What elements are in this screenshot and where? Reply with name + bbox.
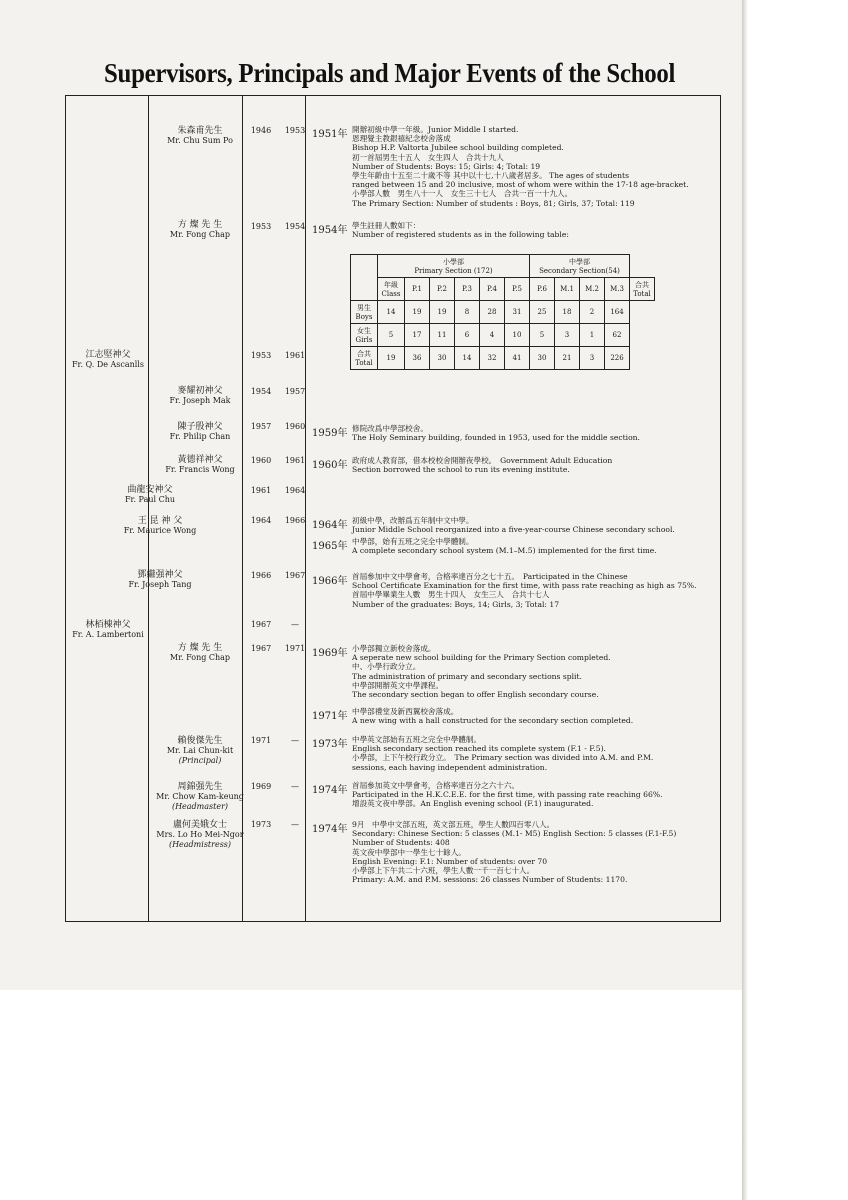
event-year: 1951年 xyxy=(312,129,348,140)
table-cell: 5 xyxy=(378,324,405,347)
event-line: Junior Middle School reorganized into a five-year-course Chinese secondary school. xyxy=(352,525,675,535)
event-line: 小學部獨立新校舍落成。 xyxy=(352,644,436,653)
event-year: 1954年 xyxy=(312,225,348,236)
table-col-header: P.6 xyxy=(530,278,555,301)
event-line: 學生年齡由十五至二十歲不等 其中以十七,十八歲者居多。 The ages of students xyxy=(352,171,629,181)
table-cell: 10 xyxy=(505,324,530,347)
person-6-start: 1960 xyxy=(250,456,272,465)
event-line: ranged between 15 and 20 inclusive, most of whom were within the 17-18 age-bracket. xyxy=(352,180,689,190)
event-line: 初一首屆男生十五人 女生四人 合共十九人 xyxy=(352,152,504,162)
table-cell: 62 xyxy=(605,324,630,347)
table-cell: 6 xyxy=(455,324,480,347)
table-cell: 8 xyxy=(455,301,480,324)
table-cell: 41 xyxy=(505,347,530,370)
table-col-header: P.3 xyxy=(455,278,480,301)
table-cell: 18 xyxy=(555,301,580,324)
table-cell: 14 xyxy=(455,347,480,370)
event-line: Number of the graduates: Boys, 14; Girls, 3; Total: 17 xyxy=(352,599,560,609)
table-corner xyxy=(351,255,378,301)
event-line: A new wing with a hall constructed for the secondary section completed. xyxy=(352,716,634,726)
person-7: 曲龍安神父 Fr. Paul Chu xyxy=(124,485,176,504)
event-line: 中、小學行政分立。 xyxy=(352,662,421,672)
event-line: 小學部人數 男生八十一人 女生三十七人 合共一百一十九人。 xyxy=(352,189,573,199)
event-line: Number of registered students as in the following table: xyxy=(352,230,569,240)
table-cell: 19 xyxy=(378,347,405,370)
person-7-start: 1961 xyxy=(250,486,272,495)
event-line: 學生註冊人數如下： xyxy=(352,221,421,230)
page-edge xyxy=(742,0,748,1200)
column-divider-supervisors xyxy=(148,95,149,922)
table-cell: 25 xyxy=(530,301,555,324)
table-col-header: P.1 xyxy=(405,278,430,301)
event-line: A complete secondary school system (M.1–M.5) implemented for the first time. xyxy=(352,546,657,556)
person-12: 賴俊傑先生 Mr. Lai Chun-kit (Principal) xyxy=(166,736,234,765)
event-year: 1974年 xyxy=(312,824,348,835)
person-5-start: 1957 xyxy=(250,422,272,431)
table-row xyxy=(351,324,655,347)
table-cell: 3 xyxy=(555,324,580,347)
table-cell: 30 xyxy=(430,347,455,370)
person-2-end: 1954 xyxy=(284,222,306,231)
person-9-start: 1966 xyxy=(250,571,272,580)
event-year: 1960年 xyxy=(312,460,348,471)
table-row-label: 男生 Boys xyxy=(351,301,378,324)
table-cell: 30 xyxy=(530,347,555,370)
person-14: 盧何美娥女士 Mrs. Lo Ho Mei-Ngor (Headmistress) xyxy=(156,820,244,849)
table-primary-header: 小學部 Primary Section (172) xyxy=(378,255,530,278)
person-10-start: 1967 xyxy=(250,620,272,629)
event-year: 1965年 xyxy=(312,541,348,552)
table-cell: 19 xyxy=(430,301,455,324)
person-11-end: 1971 xyxy=(284,644,306,653)
event-line: 小學部上下午共二十六班，學生人數一千一百七十人。 xyxy=(352,866,535,876)
person-14-end: — xyxy=(291,820,299,829)
event-line: 中學部開辦英文中學課程。 xyxy=(352,680,444,690)
table-cell: 1 xyxy=(580,324,605,347)
event-line: 增設英文夜中學部。An English evening school (F.1) inaugurated. xyxy=(352,799,594,809)
event-line: The administration of primary and secondary sections split. xyxy=(352,671,582,681)
person-2-start: 1953 xyxy=(250,222,272,231)
event-line: The Primary Section: Number of students : Boys, 81; Girls, 37; Total: 119 xyxy=(352,198,635,208)
event-year: 1974年 xyxy=(312,785,348,796)
person-10: 林栢棟神父 Fr. A. Lambertoni xyxy=(72,620,144,639)
event-year: 1959年 xyxy=(312,428,348,439)
person-6-end: 1961 xyxy=(284,456,306,465)
table-cell: 28 xyxy=(480,301,505,324)
event-line: 修院改爲中學部校舍。 xyxy=(352,424,428,433)
person-10-end: — xyxy=(291,620,299,629)
person-5: 陳子殷神父 Fr. Philip Chan xyxy=(169,422,231,441)
event-line: Primary: A.M. and P.M. sessions: 26 classes Number of Students: 1170. xyxy=(352,875,628,885)
person-1: 朱森甫先生 Mr. Chu Sum Po xyxy=(167,126,233,145)
person-3: 江志堅神父 Fr. Q. De Ascanlls xyxy=(71,350,145,369)
table-cell: 164 xyxy=(605,301,630,324)
table-cell: 4 xyxy=(480,324,505,347)
person-11-start: 1967 xyxy=(250,644,272,653)
person-5-end: 1960 xyxy=(284,422,306,431)
person-13-end: — xyxy=(291,782,299,791)
student-registration-table xyxy=(350,254,655,370)
event-line: Secondary: Chinese Section: 5 classes (M.1- M5) English Section: 5 classes (F.1-F.5) xyxy=(352,829,677,839)
person-11: 方 燦 先 生 Mr. Fong Chap xyxy=(169,643,231,662)
table-cell: 5 xyxy=(530,324,555,347)
person-8: 王 昆 神 父 Fr. Maurice Wong xyxy=(123,516,197,535)
person-13-start: 1969 xyxy=(250,782,272,791)
event-line: English Evening: F.1: Number of students: over 70 xyxy=(352,856,548,866)
person-3-start: 1953 xyxy=(250,351,272,360)
event-line: 開辦初級中學一年級。Junior Middle I started. xyxy=(352,125,519,134)
event-line: 初級中學，改辦爲五年制中文中學。 xyxy=(352,516,474,525)
table-col-header: M.2 xyxy=(580,278,605,301)
table-cell: 11 xyxy=(430,324,455,347)
table-cell: 21 xyxy=(555,347,580,370)
event-line: Bishop H.P. Valtorta Jubilee school building completed. xyxy=(352,143,564,153)
event-line: sessions, each having independent administration. xyxy=(352,762,548,772)
event-line: English secondary section reached its complete system (F.1 - F.5). xyxy=(352,744,606,754)
event-line: 首屆參加英文中學會考，合格率達百分之六十六。 xyxy=(352,781,520,790)
person-3-end: 1961 xyxy=(284,351,306,360)
event-line: 首屆參加中文中學會考，合格率達百分之七十五。 Participated in the Chinese xyxy=(352,572,628,581)
person-9: 鄧繼强神父 Fr. Joseph Tang xyxy=(128,570,192,589)
scan-margin xyxy=(0,990,742,1200)
table-cell: 31 xyxy=(505,301,530,324)
person-9-end: 1967 xyxy=(284,571,306,580)
table-row-label: 年級 Class xyxy=(378,278,405,301)
person-1-end: 1953 xyxy=(284,126,306,135)
table-cell: 14 xyxy=(378,301,405,324)
person-4: 麥耀初神父 Fr. Joseph Mak xyxy=(169,386,231,405)
column-divider-events xyxy=(305,95,306,922)
table-cell: 17 xyxy=(405,324,430,347)
person-4-start: 1954 xyxy=(250,387,272,396)
event-line: 首屆中學畢業生人數 男生十四人 女生三人 合共十七人 xyxy=(352,590,550,600)
event-line: Number of Students: 408 xyxy=(352,838,450,848)
person-6: 黃德祥神父 Fr. Francis Wong xyxy=(165,455,235,474)
table-row xyxy=(351,301,655,324)
event-year: 1971年 xyxy=(312,711,348,722)
table-cell: 19 xyxy=(405,301,430,324)
event-line: 政府成人教育部，借本校校舍開辦夜學校。 Government Adult Education xyxy=(352,456,613,465)
table-cell: 3 xyxy=(580,347,605,370)
person-12-end: — xyxy=(291,736,299,745)
table-col-header: P.2 xyxy=(430,278,455,301)
person-2: 方 燦 先 生 Mr. Fong Chap xyxy=(169,220,231,239)
event-line: 中學部，始有五班之完全中學體制。 xyxy=(352,537,474,546)
person-1-start: 1946 xyxy=(250,126,272,135)
event-line: 中學英文部始有五班之完全中學體制。 xyxy=(352,735,482,744)
event-line: 英文夜中學部中一學生七十餘人。 xyxy=(352,847,466,857)
event-line: 9月 中學中文部五班，英文部五班，學生人數四百零八人。 xyxy=(352,820,555,829)
event-line: 中學部禮堂及新西翼校舍落成。 xyxy=(352,707,459,716)
table-secondary-header: 中學部 Secondary Section(54) xyxy=(530,255,630,278)
table-col-header: P.4 xyxy=(480,278,505,301)
table-col-header: P.5 xyxy=(505,278,530,301)
event-line: Section borrowed the school to run its evening institute. xyxy=(352,465,570,475)
page-title: Supervisors, Principals and Major Events of the School xyxy=(104,58,676,88)
table-cell: 36 xyxy=(405,347,430,370)
event-line: 小學部，上下午校行政分立。 The Primary section was divided into A.M. and P.M. xyxy=(352,753,654,763)
person-12-start: 1971 xyxy=(250,736,272,745)
event-year: 1964年 xyxy=(312,520,348,531)
event-line: A seperate new school building for the Primary Section completed. xyxy=(352,653,611,663)
person-14-start: 1973 xyxy=(250,820,272,829)
table-row xyxy=(351,347,655,370)
event-line: Participated in the H.K.C.E.E. for the first time, with passing rate reaching 66%. xyxy=(352,790,663,800)
event-year: 1969年 xyxy=(312,648,348,659)
event-line: Number of Students: Boys: 15; Girls: 4; Total: 19 xyxy=(352,161,541,171)
person-8-start: 1964 xyxy=(250,516,272,525)
event-line: School Certificate Examination for the first time, with pass rate reaching as high as 75%. xyxy=(352,581,697,591)
table-row-label: 合共 Total xyxy=(351,347,378,370)
table-cell: 32 xyxy=(480,347,505,370)
table-col-header-total: 合共 Total xyxy=(630,278,655,301)
person-8-end: 1966 xyxy=(284,516,306,525)
table-cell: 226 xyxy=(605,347,630,370)
event-line: 恩理覺主教銀禧紀念校舍落成 xyxy=(352,134,451,144)
table-row-label: 女生 Girls xyxy=(351,324,378,347)
event-line: The Holy Seminary building, founded in 1953, used for the middle section. xyxy=(352,433,640,443)
table-cell: 2 xyxy=(580,301,605,324)
person-13: 周錦强先生 Mr. Chow Kam-keung (Headmaster) xyxy=(156,782,244,811)
table-col-header: M.3 xyxy=(605,278,630,301)
person-7-end: 1964 xyxy=(284,486,306,495)
event-year: 1973年 xyxy=(312,739,348,750)
table-col-header: M.1 xyxy=(555,278,580,301)
person-4-end: 1957 xyxy=(284,387,306,396)
event-line: The secondary section began to offer English secondary course. xyxy=(352,690,599,700)
event-year: 1966年 xyxy=(312,576,348,587)
